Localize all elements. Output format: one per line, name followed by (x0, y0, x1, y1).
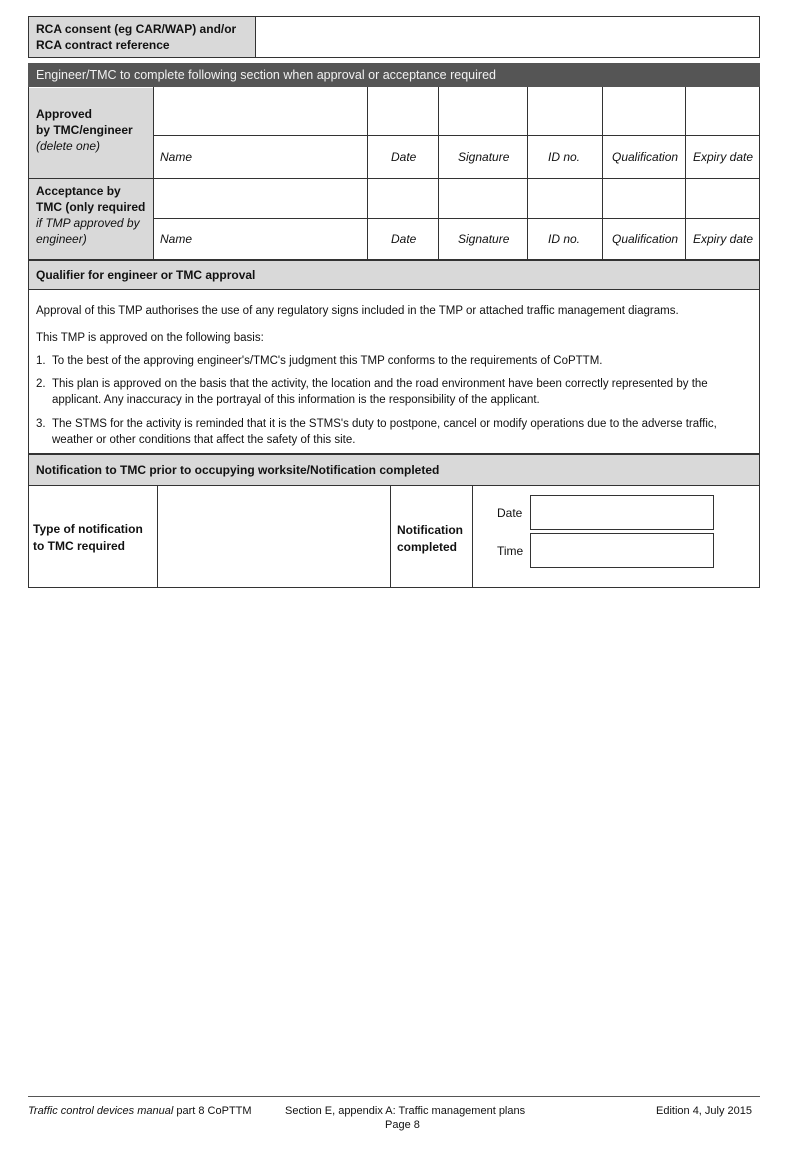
acceptance-date-field[interactable] (368, 179, 438, 218)
acceptance-expiry-caption: Expiry date (693, 232, 754, 246)
qualifier-item-2-number: 2. (36, 378, 46, 390)
approved-id-caption: ID no. (548, 150, 581, 164)
acceptance-label: Acceptance by (36, 184, 121, 198)
qualifier-basis: This TMP is approved on the following basis: (36, 332, 264, 344)
footer-page-number: Page 8 (385, 1119, 420, 1131)
acceptance-name-caption: Name (160, 232, 193, 246)
qualifier-intro: Approval of this TMP authorises the use of any regulatory signs included in the TMP or attached traffic management diagrams. (36, 305, 679, 317)
acceptance-signature-caption: Signature (458, 232, 510, 246)
approved-expiry-field[interactable] (686, 88, 759, 135)
approved-name-field[interactable] (154, 88, 367, 135)
approved-by-label: by TMC/engineer (36, 123, 133, 137)
rca-contract-label: RCA contract reference (36, 38, 170, 52)
engineer-section-header-text: Engineer/TMC to complete following section when approval or acceptance required (36, 68, 496, 82)
notification-type-label-line1: Type of notification (33, 522, 143, 536)
approved-signature-caption: Signature (458, 150, 510, 164)
acceptance-id-caption: ID no. (548, 232, 581, 246)
acceptance-name-field[interactable] (154, 179, 367, 218)
notification-header-text: Notification to TMC prior to occupying worksite/Notification completed (36, 463, 440, 477)
acceptance-if-label: if TMP approved by (36, 216, 140, 230)
notification-type-label-line2: to TMC required (33, 539, 125, 553)
approved-name-caption: Name (160, 150, 193, 164)
rca-consent-label: RCA consent (eg CAR/WAP) and/or (36, 22, 237, 36)
acceptance-tmc-label: TMC (only required (36, 200, 146, 214)
acceptance-date-caption: Date (391, 232, 417, 246)
acceptance-qualification-caption: Qualification (612, 232, 679, 246)
approved-expiry-caption: Expiry date (693, 150, 754, 164)
acceptance-engineer-label: engineer) (36, 232, 87, 246)
notification-date-label: Date (497, 506, 523, 520)
qualifier-item-2-text-line2: applicant. Any inaccuracy in the portrayal of this information is the responsibility of the applicant. (52, 394, 540, 406)
footer-manual-title-italic: Traffic control devices manual (28, 1105, 174, 1117)
notification-completed-label-line1: Notification (397, 523, 463, 537)
qualifier-item-1-number: 1. (36, 355, 46, 367)
approved-delete-label: (delete one) (36, 139, 101, 153)
footer-edition: Edition 4, July 2015 (656, 1105, 753, 1117)
qualifier-item-3-text-line1: The STMS for the activity is reminded that it is the STMS's duty to postpone, cancel or modify operations due to the adverse traffic, (52, 418, 717, 430)
qualifier-item-3-number: 3. (36, 418, 46, 430)
acceptance-expiry-field[interactable] (686, 179, 759, 218)
rca-reference-field[interactable] (257, 17, 759, 57)
approved-qualification-caption: Qualification (612, 150, 679, 164)
footer-manual-part: part 8 CoPTTM (173, 1105, 252, 1117)
approved-qualification-field[interactable] (603, 88, 685, 135)
notification-completed-label-line2: completed (397, 540, 458, 554)
qualifier-item-2-text-line1: This plan is approved on the basis that the activity, the location and the road environment have been correctly represented by the (52, 378, 708, 390)
qualifier-header-text: Qualifier for engineer or TMC approval (36, 268, 256, 282)
approved-label: Approved (36, 107, 93, 121)
acceptance-id-field[interactable] (528, 179, 602, 218)
footer-manual-title (28, 1104, 252, 1118)
footer-section: Section E, appendix A: Traffic management plans (285, 1105, 526, 1117)
notification-date-field[interactable] (530, 495, 714, 530)
approved-date-caption: Date (391, 150, 417, 164)
notification-time-label: Time (497, 544, 524, 558)
qualifier-item-1-text: To the best of the approving engineer's/TMC's judgment this TMP conforms to the requirements of CoPTTM. (52, 355, 603, 367)
qualifier-item-3-text-line2: weather or other conditions that affect the safety of this site. (52, 434, 356, 446)
approved-signature-field[interactable] (439, 88, 527, 135)
notification-time-field[interactable] (530, 533, 714, 568)
acceptance-qualification-field[interactable] (603, 179, 685, 218)
acceptance-signature-field[interactable] (439, 179, 527, 218)
approved-id-field[interactable] (528, 88, 602, 135)
approved-date-field[interactable] (368, 88, 438, 135)
notification-type-field[interactable] (158, 487, 390, 587)
